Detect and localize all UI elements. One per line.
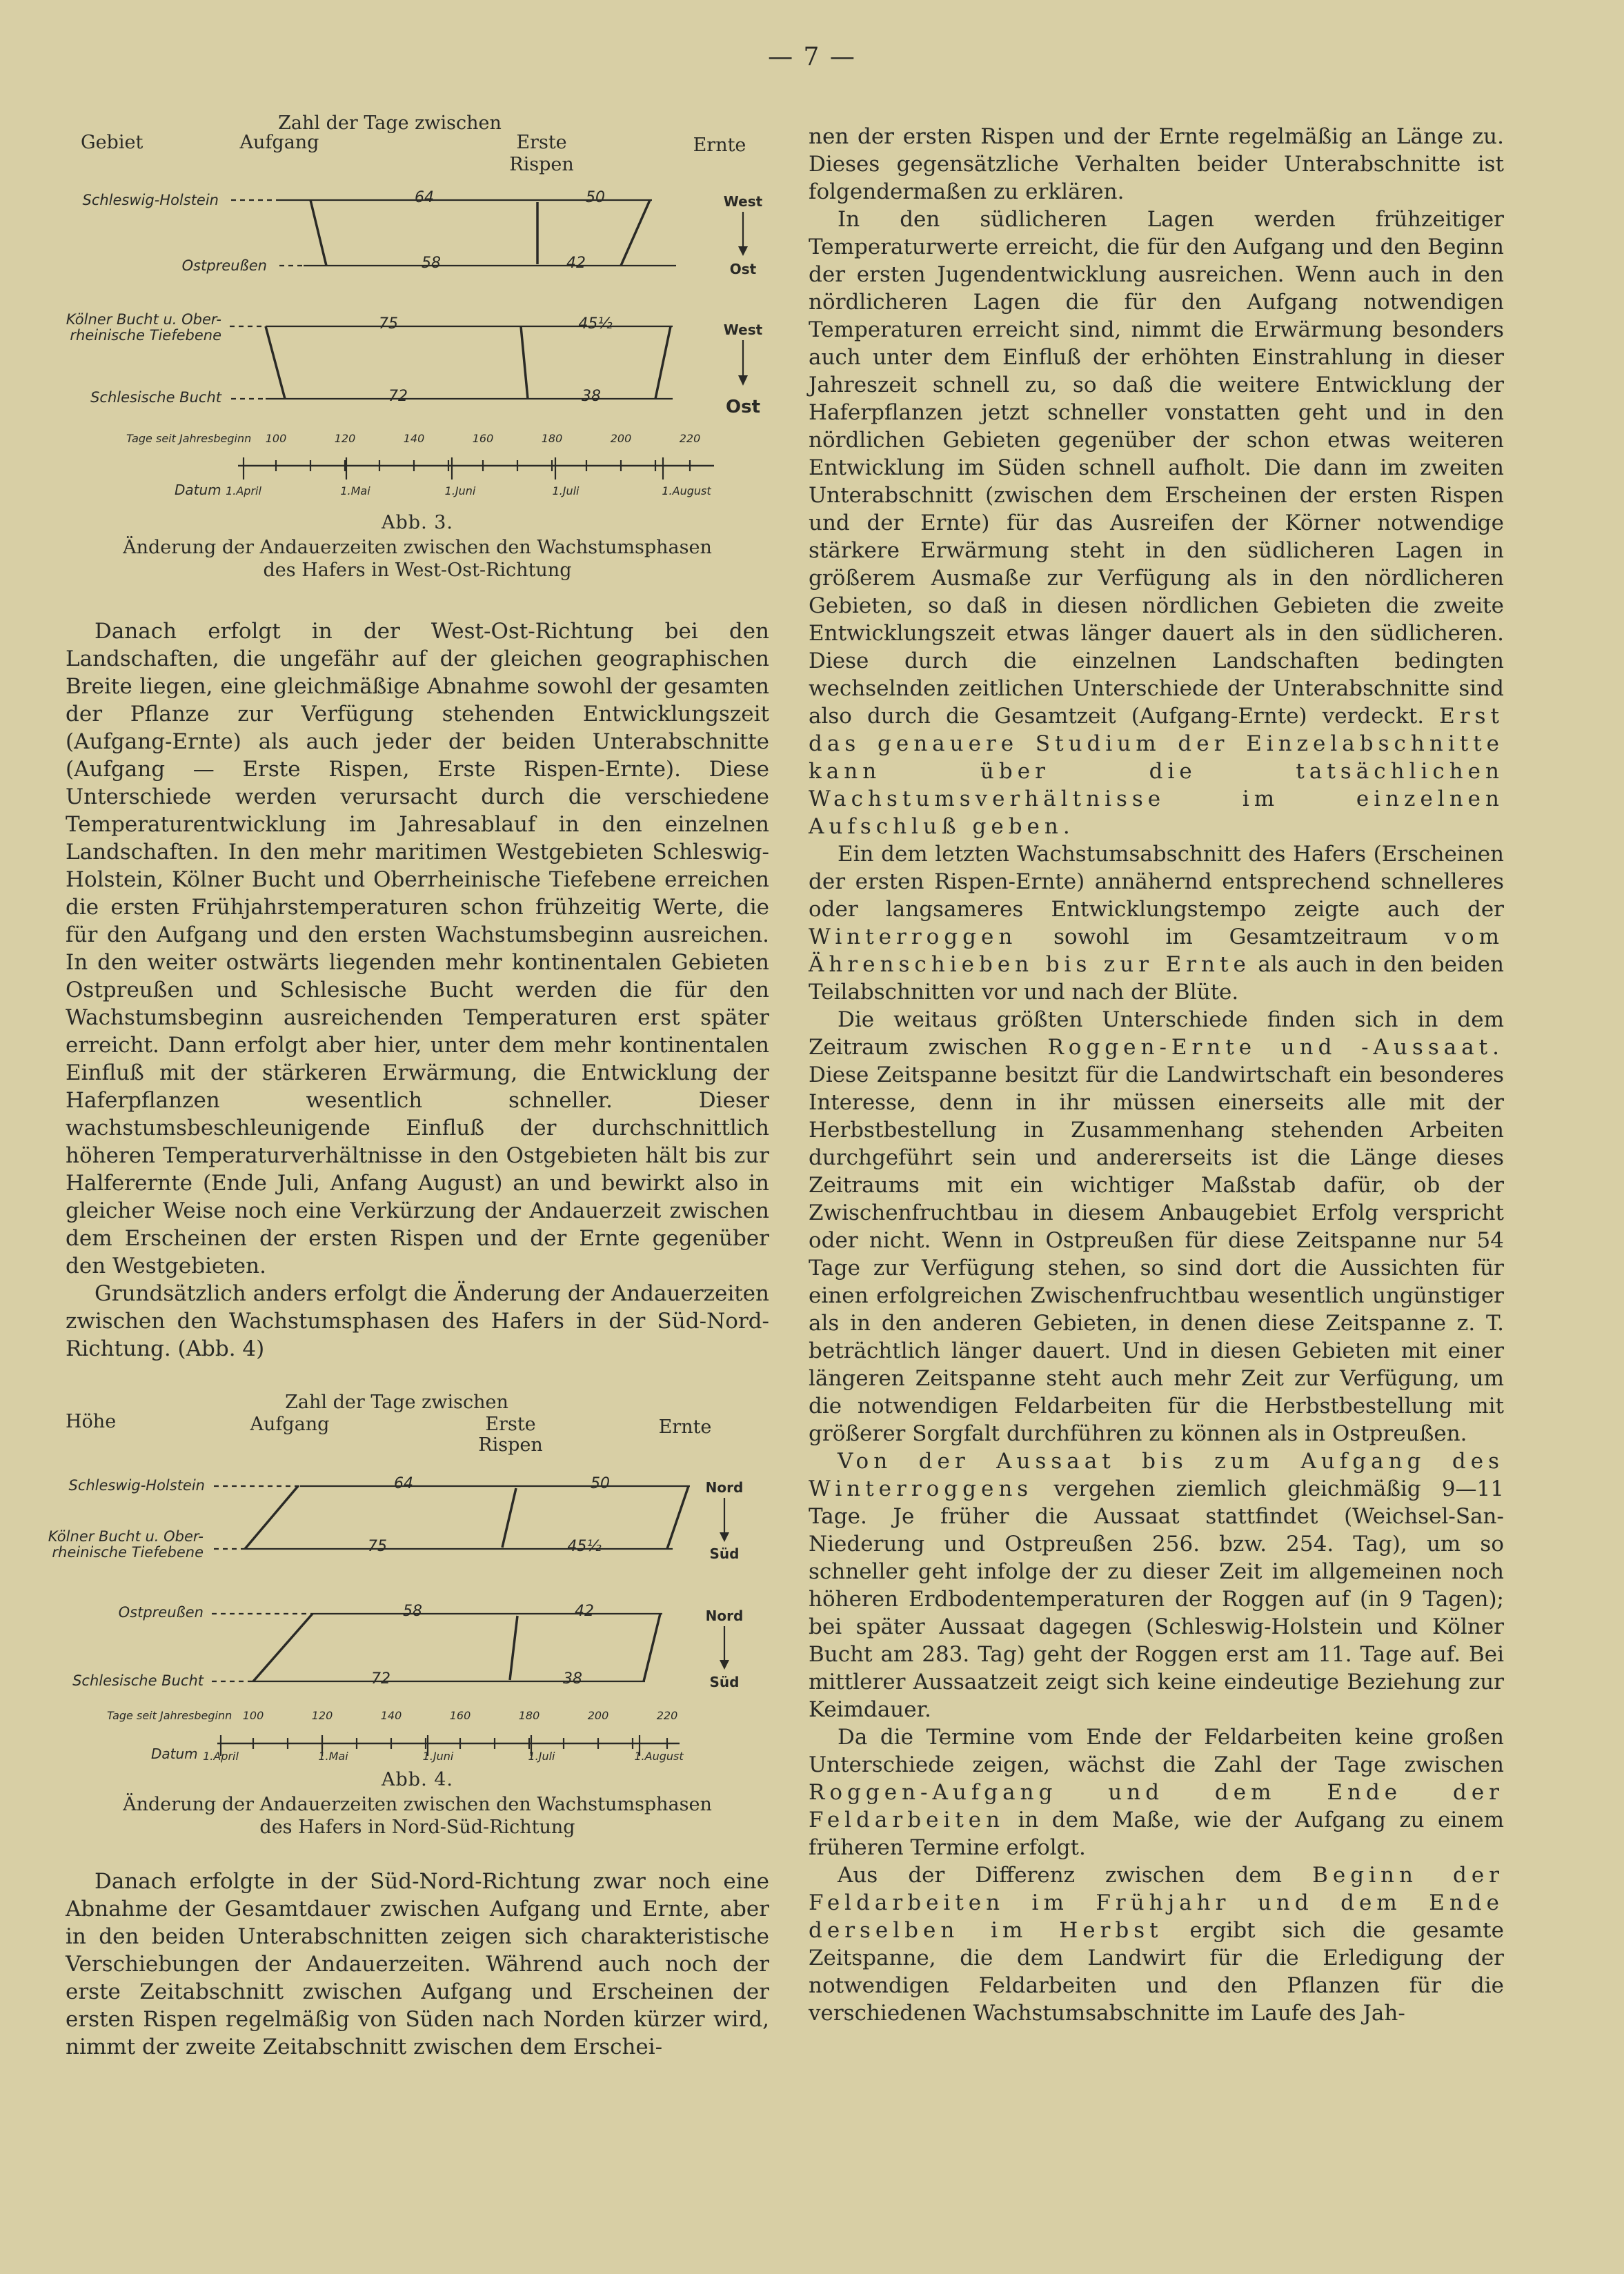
fig4-month-juli: 1.Juli — [528, 1750, 555, 1763]
left-column — [48, 112, 769, 2061]
right-paragraph-3 — [809, 840, 1504, 1006]
right-p4-text-a: Die weitaus größten Unterschiede finden sich in dem Zeitraum zwischen — [809, 1007, 1504, 1060]
fig4-row-2-v2: 45½ — [567, 1538, 602, 1555]
right-p3-emphasis-1: Winterroggen — [809, 925, 1018, 949]
right-p5-emphasis: Von der Aussaat bis zum Aufgang des Winterroggens — [809, 1449, 1504, 1501]
fig3-row-3-label-2: rheinische Tiefebene — [70, 327, 221, 344]
fig4-header-hoehe: Höhe — [66, 1411, 117, 1432]
fig3-caption-1: Änderung der Andauerzeiten zwischen den Wachstumsphasen — [123, 537, 712, 558]
fig3-header-aufgang: Aufgang — [239, 132, 319, 153]
left-paragraph-2: Grundsätzlich anders erfolgt die Änderung der Andauerzeiten zwischen den Wachstumsphasen des Hafers in der Süd-Nord-Richtung. (Abb. 4) — [66, 1281, 769, 1361]
fig4-header-aufgang: Aufgang — [250, 1414, 330, 1435]
fig3-header-gebiet: Gebiet — [81, 132, 143, 153]
fig3-caption-2: des Hafers in West-Ost-Richtung — [263, 560, 572, 581]
fig3-number: Abb. 3. — [382, 512, 453, 533]
fig3-dir-1-bottom: Ost — [729, 261, 757, 277]
fig4-tick-100: 100 — [242, 1709, 264, 1722]
fig4-row-2-label-2: rheinische Tiefebene — [52, 1544, 204, 1561]
fig4-row-3-label: Ostpreußen — [118, 1604, 204, 1621]
fig4-row-1-v2: 50 — [591, 1475, 610, 1492]
right-paragraph-5 — [809, 1447, 1504, 1723]
fig3-row-3-label: Kölner Bucht u. Ober- — [66, 311, 221, 328]
fig4-dir-2-bottom: Süd — [709, 1674, 740, 1690]
right-p6-text-b: in dem Maße, wie der Aufgang zu einem früheren Termine erfolgt. — [809, 1808, 1505, 1860]
fig4-header-ernte: Ernte — [658, 1416, 712, 1438]
right-p3-text-b: sowohl im Gesamtzeitraum — [1053, 925, 1408, 949]
fig4-row-1-label: Schleswig-Holstein — [68, 1477, 205, 1494]
fig3-tick-120: 120 — [334, 432, 356, 445]
fig3-dir-2-bottom: Ost — [725, 397, 761, 417]
fig4-tick-160: 160 — [449, 1709, 471, 1722]
right-p2-emphasis: Erst das genauere Studium der Einzelabschnitte kann über die tatsächlichen Wachstumsverhältnisse im einzelnen Aufschluß geben. — [809, 704, 1504, 839]
fig4-caption-2: des Hafers in Nord-Süd-Richtung — [259, 1817, 575, 1838]
fig3-tick-200: 200 — [610, 432, 632, 445]
fig4-header-erste: Erste — [485, 1414, 536, 1435]
right-p7-text-a: Aus der Differenz zwischen dem — [838, 1863, 1283, 1888]
fig4-number: Abb. 4. — [382, 1769, 453, 1790]
fig4-tick-140: 140 — [380, 1709, 402, 1722]
right-paragraph-7 — [809, 1861, 1504, 2027]
right-paragraph-6 — [809, 1723, 1504, 1861]
fig4-dir-1-top: Nord — [705, 1479, 744, 1496]
right-p4-emphasis: Roggen-Ernte und -Aussaat. — [1047, 1035, 1504, 1060]
fig4-arrow-2-icon — [720, 1660, 729, 1670]
fig3-dir-2-top: West — [723, 322, 763, 338]
fig4-axis-label: Tage seit Jahresbeginn — [107, 1709, 232, 1722]
fig3-month-april: 1.April — [226, 484, 261, 497]
fig3-row-2-v1: 58 — [422, 255, 441, 272]
left-paragraph-1: Danach erfolgt in der West-Ost-Richtung bei den Landschaften, die ungefähr auf der gleichen geographischen Breite liegen, eine gleichmäßige Abnahme sowohl der gesamten der Pflanze zur Verfügung stehenden Entwicklungszeit (Aufgang-Ernte) als auch jeder der beiden Unterabschnitte (Aufgang — Erste Rispen, Erste Rispen-Ernte). Diese Unterschiede werden verursacht durch die verschiedene Temperaturentwicklung im Jahresablauf in den einzelnen Landschaften. In den mehr maritimen Westgebieten Schleswig-Holstein, Kölner Bucht und Oberrheinische Tiefebene erreichen die ersten Frühjahrstemperaturen schon frühzeitig Werte, die für den Aufgang und den ersten Wachstumsbeginn ausreichen. In den weiter ostwärts liegenden mehr kontinentalen Gebieten Ostpreußen und Schlesische Bucht werden die für den Wachstumsbeginn ausreichenden Temperaturen erst später erreicht. Dann erfolgt aber hier, unter dem mehr kontinentalen Einfluß mit der stärkeren Erwärmung, die Entwicklung der Haferpflanzen wesentlich schneller. Dieser wachstumsbeschleunigende Einfluß der durchschnittlich höheren Temperaturverhältnisse in den Ostgebieten hält bis zur Halferernte (Ende Juli, Anfang August) an und bewirkt also in gleicher Weise noch eine Verkürzung der Andauerzeit zwischen dem Erscheinen der ersten Rispen und der Ernte gegenüber den Westgebieten. — [66, 619, 769, 1278]
right-p3-text-a: Ein dem letzten Wachstumsabschnitt des Hafers (Erscheinen der ersten Rispen-Ernte) annähernd entsprechend schnelleres oder langsameres Entwicklungstempo zeigte auch der — [809, 842, 1504, 922]
fig3-header-ernte: Ernte — [693, 135, 746, 156]
fig3-header-erste: Erste — [516, 132, 567, 153]
fig4-datum-label: Datum — [151, 1746, 198, 1762]
fig4-caption-1: Änderung der Andauerzeiten zwischen den Wachstumsphasen — [123, 1794, 712, 1815]
fig3-row-1-v2: 50 — [586, 189, 605, 206]
right-p4-text-b: Diese Zeitspanne besitzt für die Landwirtschaft ein besonderes Interesse, denn in ihr müssen einerseits alle mit der Herbstbestellung in Zusammenhang stehenden Arbeiten durchgeführt sein und andererseits ist die Länge dieses Zeitraums mit ein wichtiger Maßstab dafür, ob der Zwischenfruchtbau in diesem Anbaugebiet Erfolg verspricht oder nicht. Wenn in Ostpreußen für diese Zeitspanne nur 54 Tage zur Verfügung stehen, so sind dort die Aussichten für einen erfolgreichen Zwischenfruchtbau wesentlich ungünstiger als in den anderen Gebieten, in denen diese Zeitspanne z. T. beträchtlich länger dauert. Und in diesen Gebieten mit einer längeren Zeitspanne steht auch mehr Zeit zur Verfügung, um die notwendigen Feldarbeiten für die Herbstbestellung mit größerer Sorgfalt durchführen zu können als in Ostpreußen. — [809, 1062, 1504, 1446]
fig4-row-4-label: Schlesische Bucht — [72, 1672, 204, 1689]
right-p6-text-a: Da die Termine vom Ende der Feldarbeiten keine großen Unterschiede zeigen, wächst die Zahl der Tage zwischen — [809, 1725, 1504, 1777]
fig3-arrow-1-icon — [738, 246, 748, 256]
right-p3-text-c: als auch in den beiden Teilabschnitten vor und nach der Blüte. — [809, 952, 1504, 1005]
fig3-month-juli: 1.Juli — [552, 484, 580, 497]
fig4-row-1-v1: 64 — [394, 1475, 413, 1492]
right-p3-emphasis-2: vom Ährenschieben bis zur Ernte — [809, 925, 1505, 977]
right-paragraph-4 — [809, 1006, 1504, 1447]
fig3-arrow-2-icon — [738, 375, 748, 386]
fig4-dir-1-bottom: Süd — [709, 1545, 740, 1562]
figure-3-diagram — [66, 112, 769, 507]
fig3-title: Zahl der Tage zwischen — [278, 112, 502, 134]
fig3-tick-160: 160 — [472, 432, 494, 445]
fig3-datum-label: Datum — [175, 482, 221, 498]
fig3-month-juni: 1.Juni — [444, 484, 476, 497]
fig4-row-4-v1: 72 — [371, 1670, 390, 1688]
fig4-row-2-v1: 75 — [368, 1538, 387, 1555]
fig4-title: Zahl der Tage zwischen — [285, 1392, 508, 1413]
fig3-dir-1-top: West — [723, 193, 763, 210]
fig3-tick-180: 180 — [541, 432, 563, 445]
right-p7-emphasis: Beginn der Feldarbeiten im Frühjahr und dem Ende derselben im Herbst — [809, 1863, 1504, 1943]
right-p7-text-b: ergibt sich die gesamte Zeitspanne, die dem Landwirt für die Erledigung der notwendigen Feldarbeiten und den Pflanzen für die verschiedenen Wachstumsabschnitte im Laufe des Jah- — [809, 1918, 1504, 2026]
fig3-tick-100: 100 — [265, 432, 287, 445]
fig3-row-2-label: Ostpreußen — [181, 257, 267, 274]
fig3-tick-140: 140 — [403, 432, 425, 445]
right-p5-text: vergehen ziemlich gleichmäßig 9—11 Tage. Je früher die Aussaat stattfindet (Weichsel-San-Niederung und Ostpreußen 256. bzw. 254. Tag), um so schneller geht infolge der zu dieser Zeit im allgemeinen noch höheren Erdbodentemperaturen der Roggen auf (in 9 Tagen); bei später Aussaat dagegen (Schleswig-Holstein und Kölner Bucht am 283. Tag) geht der Roggen erst am 11. Tage auf. Bei mittlerer Aussaatzeit zeigt sich keine eindeutige Beziehung zur Keimdauer. — [809, 1476, 1504, 1722]
figure-4 — [48, 1392, 769, 1839]
fig4-row-2-label: Kölner Bucht u. Ober- — [48, 1528, 204, 1545]
fig3-row-3-v2: 45½ — [578, 315, 613, 333]
right-p2-text: In den südlicheren Lagen werden frühzeitiger Temperaturwerte erreicht, die für den Aufgang und den Beginn der ersten Jugendentwicklung ausreichen. Wenn auch in den nördlicheren Lagen die für den Aufgang notwendigen Temperaturen erreicht sind, nimmt die Erwärmung besonders auch unter dem Einfluß der erhöhten Einstrahlung in dieser Jahreszeit schnell zu, so daß die weitere Entwicklung der Haferpflanzen jetzt schneller vonstatten geht und in den nördlichen Gebieten gegenüber der schon etwas weiteren Entwicklung im Süden schnell aufholt. Die dann im zweiten Unterabschnitt (zwischen dem Erscheinen der ersten Rispen und der Ernte) für das Ausreifen der Körner notwendige stärkere Erwärmung steht in den südlicheren Lagen in größerem Ausmaße zur Verfügung als in den nördlicheren Gebieten, so daß in diesen nördlichen Gebieten die zweite Entwicklungszeit etwas länger dauert als in den südlicheren. Diese durch die einzelnen Landschaften bedingten wechselnden zeitlichen Unterschiede der Unterabschnitte sind also durch die Gesamtzeit (Aufgang-Ernte) verdeckt. — [809, 207, 1504, 729]
fig4-month-april: 1.April — [203, 1750, 239, 1763]
right-column — [809, 123, 1504, 2027]
fig3-header-rispen: Rispen — [509, 154, 574, 175]
fig4-dir-2-top: Nord — [705, 1608, 744, 1624]
fig3-row-1-v1: 64 — [415, 189, 434, 206]
fig4-row-3-v1: 58 — [403, 1603, 422, 1620]
fig4-month-august: 1.August — [634, 1750, 684, 1763]
fig3-row-1-label: Schleswig-Holstein — [82, 192, 219, 208]
fig3-month-august: 1.August — [662, 484, 711, 497]
right-paragraph-2 — [809, 206, 1504, 840]
fig4-tick-180: 180 — [518, 1709, 540, 1722]
fig3-row-3-v1: 75 — [379, 315, 398, 333]
fig4-tick-200: 200 — [587, 1709, 609, 1722]
fig3-axis-label: Tage seit Jahresbeginn — [126, 432, 252, 445]
fig4-tick-220: 220 — [656, 1709, 678, 1722]
fig4-header-rispen: Rispen — [478, 1434, 543, 1456]
fig4-arrow-1-icon — [720, 1532, 729, 1542]
fig4-month-juni: 1.Juni — [422, 1750, 454, 1763]
fig4-month-mai: 1.Mai — [318, 1750, 348, 1763]
fig3-row-4-v2: 38 — [582, 388, 601, 405]
left-paragraph-3: Danach erfolgte in der Süd-Nord-Richtung zwar noch eine Abnahme der Gesamtdauer zwischen Aufgang und Ernte, aber in den beiden Unterabschnitten zeigen sich charakteristische Verschiebungen der Andauerzeiten. Während auch noch der erste Zeitabschnitt zwischen Aufgang und Erscheinen der ersten Rispen regelmäßig von Süden nach Norden kürzer wird, nimmt der zweite Zeitabschnitt zwischen dem Erschei- — [66, 1869, 769, 2059]
fig3-month-mai: 1.Mai — [340, 484, 370, 497]
figure-4-diagram — [48, 1392, 769, 1764]
fig3-row-2-v2: 42 — [566, 255, 586, 272]
fig3-tick-220: 220 — [679, 432, 701, 445]
fig4-tick-120: 120 — [311, 1709, 333, 1722]
fig3-row-4-v1: 72 — [388, 388, 408, 405]
fig4-row-3-v2: 42 — [575, 1603, 594, 1620]
fig3-row-4-label: Schlesische Bucht — [90, 389, 221, 406]
right-p6-emphasis: Roggen-Aufgang und dem Ende der Feldarbeiten — [809, 1780, 1504, 1832]
page-number: — 7 — — [768, 43, 856, 71]
fig4-row-4-v2: 38 — [563, 1670, 582, 1688]
figure-3 — [66, 112, 769, 582]
right-paragraph-1: nen der ersten Rispen und der Ernte regelmäßig an Länge zu. Dieses gegensätzliche Verhalten beider Unterabschnitte ist folgendermaßen zu erklären. — [809, 124, 1504, 204]
